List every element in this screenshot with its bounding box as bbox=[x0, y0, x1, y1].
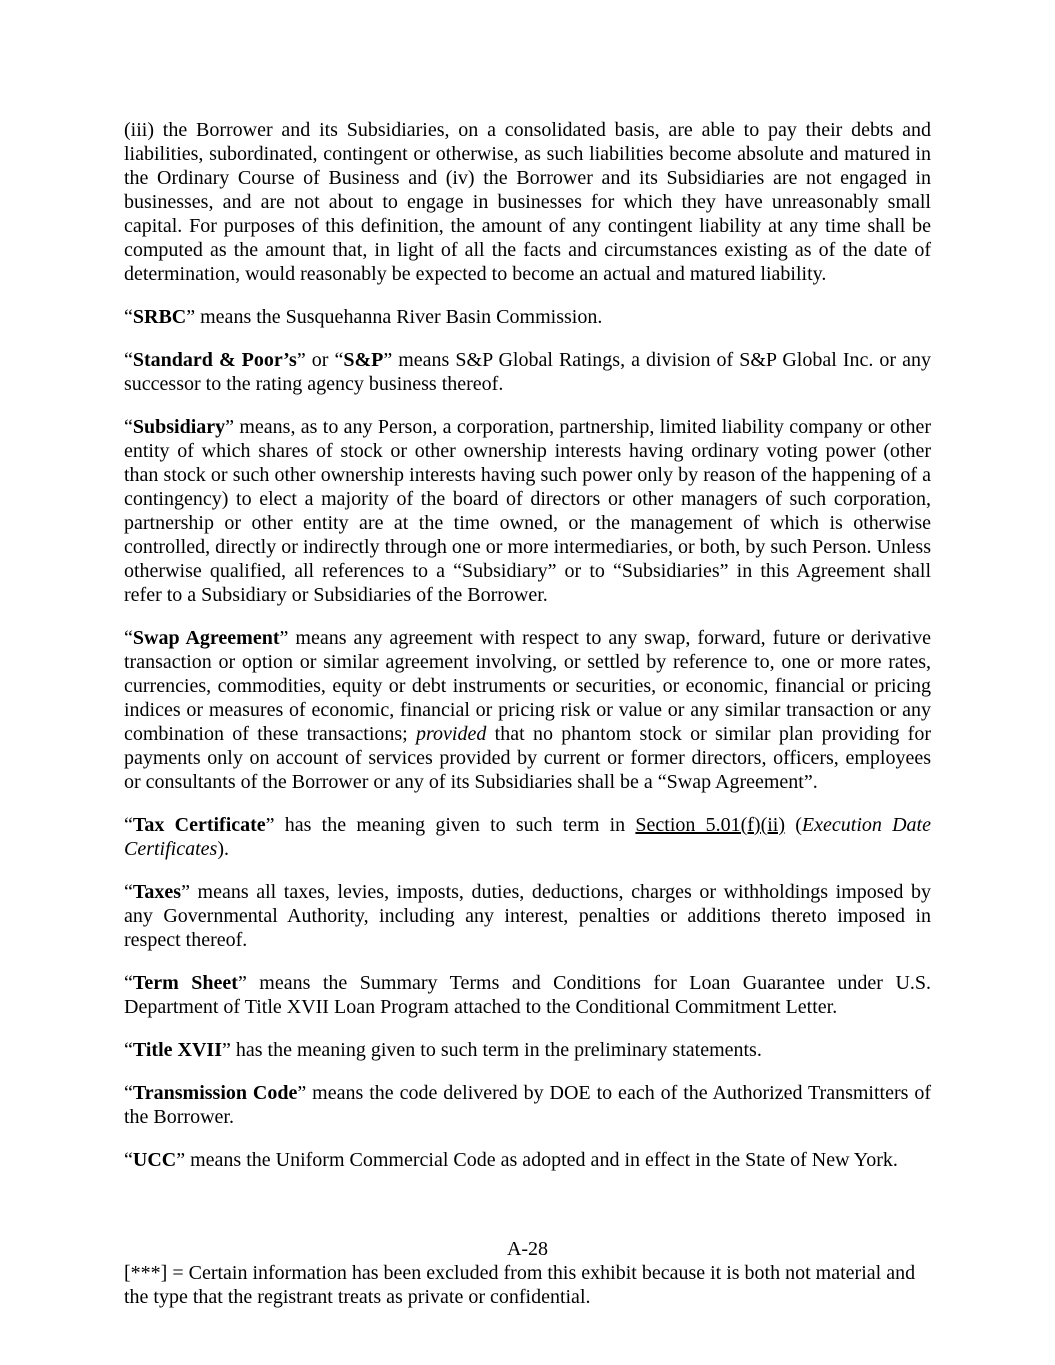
defined-term: S&P bbox=[343, 349, 384, 371]
page-number: A-28 bbox=[506, 1238, 549, 1260]
text-segment: “ bbox=[124, 972, 133, 994]
defined-term: Title XVII bbox=[132, 1039, 222, 1061]
definition-paragraph bbox=[124, 1081, 931, 1129]
text-segment: ” means the code delivered by DOE to each of the Authorized Transmitters of the Borrower. bbox=[124, 1082, 931, 1128]
defined-term: Standard & Poor’s bbox=[132, 349, 297, 371]
page-footer bbox=[124, 1237, 931, 1309]
defined-term: Transmission Code bbox=[132, 1082, 298, 1104]
text-segment: ” has the meaning given to such term in the preliminary statements. bbox=[221, 1039, 762, 1061]
definition-paragraph bbox=[124, 813, 931, 861]
text-segment: (iii) the Borrower and its Subsidiaries, on a consolidated basis, are able to pay their debts and liabilities, subordinated, contingent or otherwise, as such liabilities become absolute and matured in the Ordinary Course of Business and (iv) the Borrower and its Subsidiaries are not engaged in businesses, and are not about to engage in businesses for which they have unreasonably small capital. For purposes of this definition, the amount of any contingent liability at any time shall be computed as the amount that, in light of all the facts and circumstances existing as of the date of determination, would reasonably be expected to become an actual and matured liability. bbox=[124, 119, 931, 285]
text-segment: ” means S&P Global Ratings, a division of S&P Global Inc. or any successor to the rating agency business thereof. bbox=[124, 349, 931, 395]
text-segment: “ bbox=[124, 306, 133, 328]
defined-term: Term Sheet bbox=[132, 972, 238, 994]
text-segment: ” has the meaning given to such term in bbox=[265, 814, 636, 836]
definition-paragraph bbox=[124, 348, 931, 396]
text-segment: “ bbox=[124, 1149, 133, 1171]
definition-paragraph bbox=[124, 415, 931, 607]
text-segment: provided bbox=[416, 723, 487, 745]
text-segment: Execution Date Certificates bbox=[124, 814, 931, 860]
confidentiality-footnote: [***] = Certain information has been excluded from this exhibit because it is both not material and the type that the registrant treats as private or confidential. bbox=[124, 1262, 916, 1308]
text-segment: that no phantom stock or similar plan providing for payments only on account of services provided by current or former directors, officers, employees or consultants of the Borrower or any of its Subsidiaries shall be a “Swap Agreement”. bbox=[124, 723, 931, 793]
section-reference: Section 5.01(f)(ii) bbox=[635, 814, 786, 836]
defined-term: Swap Agreement bbox=[132, 627, 280, 649]
defined-term: Taxes bbox=[132, 881, 182, 903]
definition-paragraph bbox=[124, 1038, 931, 1062]
defined-term: SRBC bbox=[132, 306, 187, 328]
document-body bbox=[124, 118, 931, 1191]
text-segment: “ bbox=[124, 627, 133, 649]
defined-term: Tax Certificate bbox=[132, 814, 266, 836]
defined-term: UCC bbox=[132, 1149, 177, 1171]
text-segment: “ bbox=[124, 814, 133, 836]
definition-paragraph bbox=[124, 1148, 931, 1172]
definition-paragraph bbox=[124, 880, 931, 952]
text-segment: “ bbox=[124, 881, 133, 903]
text-segment: “ bbox=[124, 1039, 133, 1061]
text-segment: ” means the Uniform Commercial Code as adopted and in effect in the State of New York. bbox=[176, 1149, 898, 1171]
text-segment: ” means the Summary Terms and Conditions for Loan Guarantee under U.S. Department of Title XVII Loan Program attached to the Conditional Commitment Letter. bbox=[124, 972, 932, 1018]
text-segment: ( bbox=[785, 814, 802, 836]
defined-term: Subsidiary bbox=[132, 416, 226, 438]
definition-paragraph bbox=[124, 118, 931, 286]
text-segment: “ bbox=[124, 349, 133, 371]
definition-paragraph bbox=[124, 626, 931, 794]
text-segment: “ bbox=[124, 416, 133, 438]
definition-paragraph bbox=[124, 971, 931, 1019]
text-segment: ” or “ bbox=[296, 349, 344, 371]
text-segment: ” means the Susquehanna River Basin Commission. bbox=[186, 306, 603, 328]
text-segment: “ bbox=[124, 1082, 133, 1104]
text-segment: ). bbox=[217, 838, 229, 860]
definition-paragraph bbox=[124, 305, 931, 329]
text-segment: ” means any agreement with respect to any swap, forward, future or derivative transaction or option or similar agreement involving, or settled by reference to, one or more rates, currencies, commodities, equity or debt instruments or securities, or economic, financial or pricing indices or measures of economic, financial or pricing risk or value or any similar transaction or any combination of these transactions; bbox=[124, 627, 932, 745]
text-segment: ” means, as to any Person, a corporation, partnership, limited liability company or other entity of which shares of stock or other ownership interests having ordinary voting power (other than stock or such other ownership interests having such power only by reason of the happening of a contingency) to elect a majority of the board of directors or other managers of such corporation, partnership or other entity are at the time owned, or the management of which is otherwise controlled, directly or indirectly through one or more intermediaries, or both, by such Person. Unless otherwise qualified, all references to a “Subsidiary” or to “Subsidiaries” in this Agreement shall refer to a Subsidiary or Subsidiaries of the Borrower. bbox=[124, 416, 931, 606]
text-segment: ” means all taxes, levies, imposts, duties, deductions, charges or withholdings imposed by any Governmental Authority, including any interest, penalties or additions thereto imposed in respect thereof. bbox=[124, 881, 931, 951]
